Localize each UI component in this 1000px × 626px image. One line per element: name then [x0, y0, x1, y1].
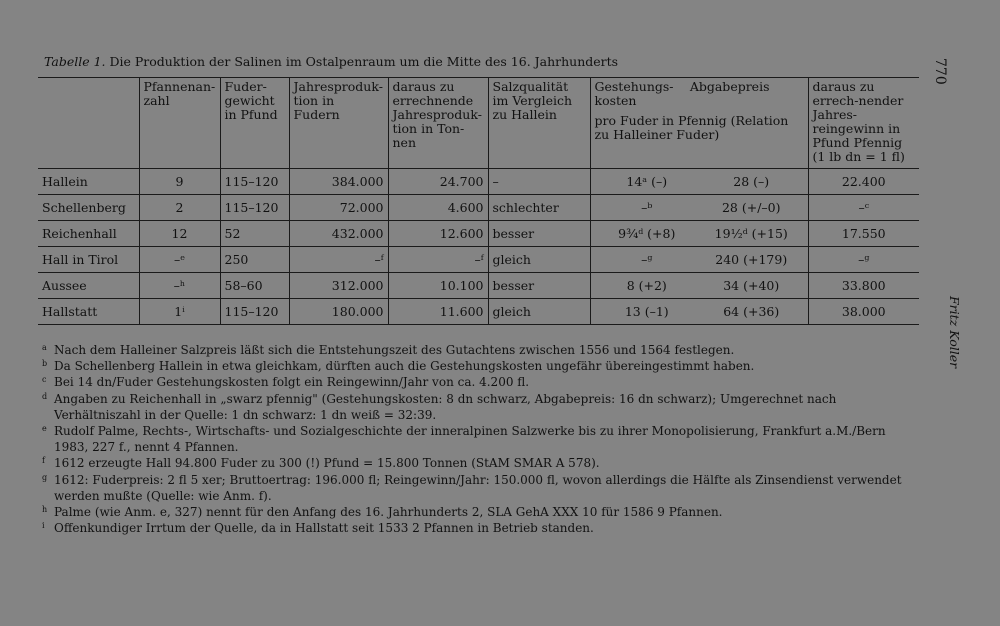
footnote-text: Offenkundiger Irrtum der Quelle, da in Hallstatt seit 1533 2 Pfannen in Betrieb standen.	[54, 521, 594, 536]
footnote-text: Angaben zu Reichenhall in „swarz pfennig" (Gestehungskosten: 8 dn schwarz, Abgabepreis: 16 dn schwarz); Umgerechnet nach Verhältniszahl in der Quelle: 1 dn schwarz: 1 dn weiß = 32:39.	[54, 391, 837, 422]
cell-abg: 28 (–)	[733, 173, 770, 189]
header-reingewinn: daraus zu errech-nender Jahres-reingewinn in Pfund Pfennig (1 lb dn = 1 fl)	[812, 79, 905, 164]
footnote	[42, 358, 922, 374]
cell-fuder: 115–120	[220, 299, 289, 325]
footnote-mark: b	[42, 359, 48, 369]
cell-rein: –ᵍ	[858, 251, 870, 267]
cell-prices	[590, 169, 808, 195]
footnote	[42, 504, 922, 520]
cell-qual: schlechter	[488, 195, 590, 221]
cell-rein: –ᶜ	[858, 199, 870, 215]
cell-prices	[590, 247, 808, 273]
footnote	[42, 423, 922, 455]
running-author: Fritz Koller	[947, 296, 962, 369]
cell-qual: gleich	[488, 299, 590, 325]
header-qualitaet: Salzqualität im Vergleich zu Hallein	[488, 78, 590, 169]
header-price-sub: pro Fuder in Pfennig (Relation zu Halleiner Fuder)	[594, 113, 789, 142]
table-label: Tabelle 1.	[44, 54, 106, 69]
cell-qual: –	[488, 169, 590, 195]
footnote	[42, 520, 922, 536]
cell-prices	[590, 195, 808, 221]
table-row	[38, 273, 919, 299]
cell-abg: 240 (+179)	[715, 251, 788, 267]
table-title: Die Produktion der Salinen im Ostalpenraum um die Mitte des 16. Jahrhunderts	[109, 54, 619, 69]
cell-tonnen: –ᶠ	[388, 247, 488, 273]
production-table	[38, 77, 919, 325]
cell-fuder: 52	[220, 221, 289, 247]
footnote-mark: h	[42, 505, 48, 515]
cell-gest: 9³⁄₄ᵈ (+8)	[618, 225, 676, 241]
footnote-mark: e	[42, 424, 47, 434]
cell-gest: 14ᵃ (–)	[626, 173, 668, 189]
cell-tonnen: 10.100	[388, 273, 488, 299]
table-row	[38, 247, 919, 273]
cell-rein: 38.000	[841, 303, 886, 319]
footnote-mark: d	[42, 391, 48, 401]
cell-fuder: 250	[220, 247, 289, 273]
cell-tonnen: 11.600	[388, 299, 488, 325]
table-row	[38, 221, 919, 247]
table-caption	[44, 54, 618, 69]
header-place	[38, 78, 139, 169]
header-fuder: Fuder-gewicht in Pfund	[220, 78, 289, 169]
cell-gest: –ᵍ	[641, 251, 653, 267]
cell-qual: gleich	[488, 247, 590, 273]
footnote-text: Bei 14 dn/Fuder Gestehungskosten folgt ein Reingewinn/Jahr von ca. 4.200 fl.	[54, 375, 530, 390]
cell-prices	[590, 273, 808, 299]
header-prices	[590, 78, 808, 169]
footnote-text: Palme (wie Anm. e, 327) nennt für den Anfang des 16. Jahrhunderts 2, SLA GehA XXX 10 für 1586 9 Pfannen.	[54, 505, 723, 520]
cell-pfannen: –ᵉ	[139, 247, 220, 273]
page-number: 770	[932, 58, 948, 85]
cell-abg: 64 (+36)	[723, 303, 780, 319]
footnote-text: Da Schellenberg Hallein in etwa gleichkam, dürften auch die Gestehungskosten ungefähr übereingestimmt haben.	[54, 359, 755, 374]
cell-abg: 19½ᵈ (+15)	[714, 225, 788, 241]
footnote	[42, 472, 922, 504]
cell-jahres: 432.000	[289, 221, 388, 247]
cell-pfannen: 9	[139, 169, 220, 195]
table-row	[38, 169, 919, 195]
footnote-mark: i	[42, 521, 45, 531]
header-tonnen: daraus zu errechnende Jahresproduk-tion in Ton-nen	[388, 78, 488, 169]
cell-fuder: 58–60	[220, 273, 289, 299]
footnote-mark: c	[42, 375, 47, 385]
header-abgabe: Abgabepreis	[689, 79, 770, 94]
footnote-mark: f	[42, 456, 45, 466]
cell-abg: 34 (+40)	[723, 277, 780, 293]
footnote-text: 1612 erzeugte Hall 94.800 Fuder zu 300 (!) Pfund = 15.800 Tonnen (StAM SMAR A 578).	[54, 456, 600, 471]
footnote-text: 1612: Fuderpreis: 2 fl 5 xer; Bruttoertrag: 196.000 fl; Reingewinn/Jahr: 150.000 fl, wovon allerdings die Hälfte als Zinsendienst verwendet werden mußte (Quelle: wie Anm. f).	[54, 472, 902, 503]
cell-jahres: 312.000	[289, 273, 388, 299]
cell-rein: 17.550	[841, 225, 886, 241]
cell-place: Reichenhall	[38, 221, 139, 247]
cell-pfannen: 12	[139, 221, 220, 247]
cell-fuder: 115–120	[220, 169, 289, 195]
footnote-mark: a	[42, 343, 47, 352]
cell-gest: 13 (–1)	[624, 303, 669, 319]
cell-qual: besser	[488, 221, 590, 247]
cell-place: Hallstatt	[38, 299, 139, 325]
cell-rein: 33.800	[841, 277, 886, 293]
cell-gest: 8 (+2)	[626, 277, 667, 293]
cell-prices	[590, 299, 808, 325]
header-jahres: Jahresproduk-tion in Fudern	[289, 78, 388, 169]
cell-fuder: 115–120	[220, 195, 289, 221]
footnote-text: Rudolf Palme, Rechts-, Wirtschafts- und Sozialgeschichte der inneralpinen Salzwerke bis zu ihrer Monopolisierung, Frankfurt a.M./Bern 1983, 227 f., nennt 4 Pfannen.	[54, 424, 886, 455]
table-row	[38, 299, 919, 325]
cell-place: Aussee	[38, 273, 139, 299]
footnote	[42, 455, 922, 471]
cell-tonnen: 12.600	[388, 221, 488, 247]
cell-pfannen: 1ⁱ	[139, 299, 220, 325]
cell-place: Hall in Tirol	[38, 247, 139, 273]
cell-abg: 28 (+/–0)	[721, 199, 781, 215]
header-pfannen: Pfannenan-zahl	[139, 78, 220, 169]
cell-jahres: 72.000	[289, 195, 388, 221]
footnote	[42, 342, 922, 358]
cell-gest: –ᵇ	[641, 199, 653, 215]
cell-place: Schellenberg	[38, 195, 139, 221]
footnote-mark: g	[42, 472, 48, 482]
cell-jahres: 180.000	[289, 299, 388, 325]
cell-prices	[590, 221, 808, 247]
footnote-text: Nach dem Halleiner Salzpreis läßt sich die Entstehungszeit des Gutachtens zwischen 1556 und 1564 festlegen.	[54, 343, 735, 357]
cell-jahres: –ᶠ	[289, 247, 388, 273]
cell-tonnen: 24.700	[388, 169, 488, 195]
cell-pfannen: –ʰ	[139, 273, 220, 299]
cell-rein: 22.400	[841, 173, 886, 189]
header-row	[38, 78, 919, 169]
cell-qual: besser	[488, 273, 590, 299]
cell-pfannen: 2	[139, 195, 220, 221]
table-row	[38, 195, 919, 221]
cell-jahres: 384.000	[289, 169, 388, 195]
cell-tonnen: 4.600	[388, 195, 488, 221]
header-gestehung: Gestehungs-kosten	[594, 79, 674, 108]
cell-place: Hallein	[38, 169, 139, 195]
footnotes	[42, 342, 922, 536]
footnote	[42, 391, 922, 423]
footnote	[42, 374, 922, 390]
